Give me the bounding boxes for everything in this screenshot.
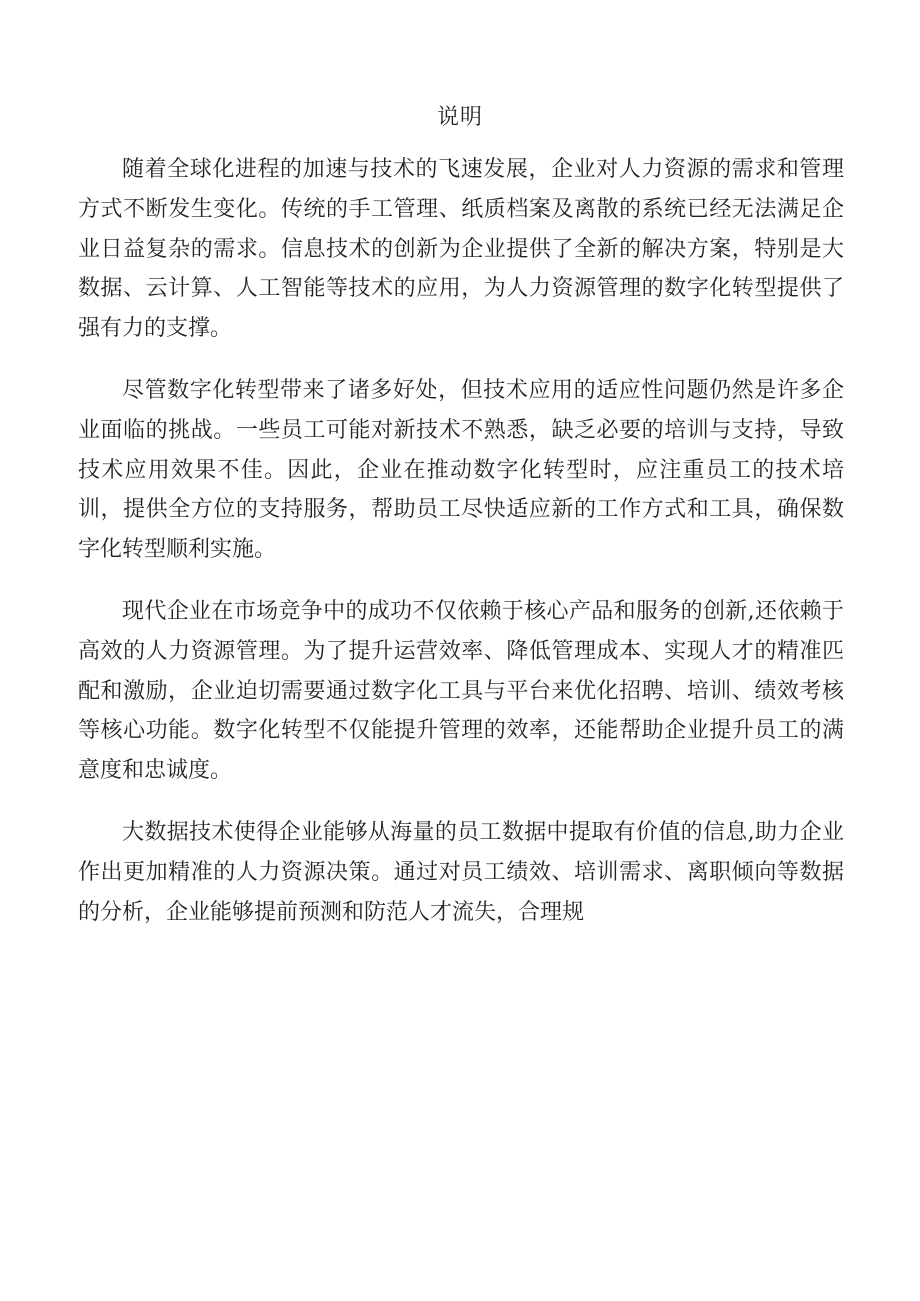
document-title: 说明 <box>436 105 483 130</box>
paragraph: 大数据技术使得企业能够从海量的员工数据中提取有价值的信息,助力企业作出更加精准的人力资源决策。通过对员工绩效、培训需求、离职倾向等数据的分析，企业能够提前预测和防范人才流失，合理规 <box>78 819 844 925</box>
document-body <box>78 150 844 954</box>
paragraph: 随着全球化进程的加速与技术的飞速发展，企业对人力资源的需求和管理方式不断发生变化。传统的手工管理、纸质档案及离散的系统已经无法满足企业日益复杂的需求。信息技术的创新为企业提供了全新的解决方案，特别是大数据、云计算、人工智能等技术的应用，为人力资源管理的数字化转型提供了强有力的支撑。 <box>78 157 844 342</box>
paragraph: 尽管数字化转型带来了诸多好处，但技术应用的适应性问题仍然是许多企业面临的挑战。一些员工可能对新技术不熟悉，缺乏必要的培训与支持，导致技术应用效果不佳。因此，企业在推动数字化转型时，应注重员工的技术培训，提供全方位的支持服务，帮助员工尽快适应新的工作方式和工具，确保数字化转型顺利实施。 <box>78 377 844 563</box>
paragraph: 现代企业在市场竞争中的成功不仅依赖于核心产品和服务的创新,还依赖于高效的人力资源管理。为了提升运营效率、降低管理成本、实现人才的精准匹配和激励，企业迫切需要通过数字化工具与平台来优化招聘、培训、绩效考核等核心功能。数字化转型不仅能提升管理的效率，还能帮助企业提升员工的满意度和忠诚度。 <box>78 598 844 784</box>
